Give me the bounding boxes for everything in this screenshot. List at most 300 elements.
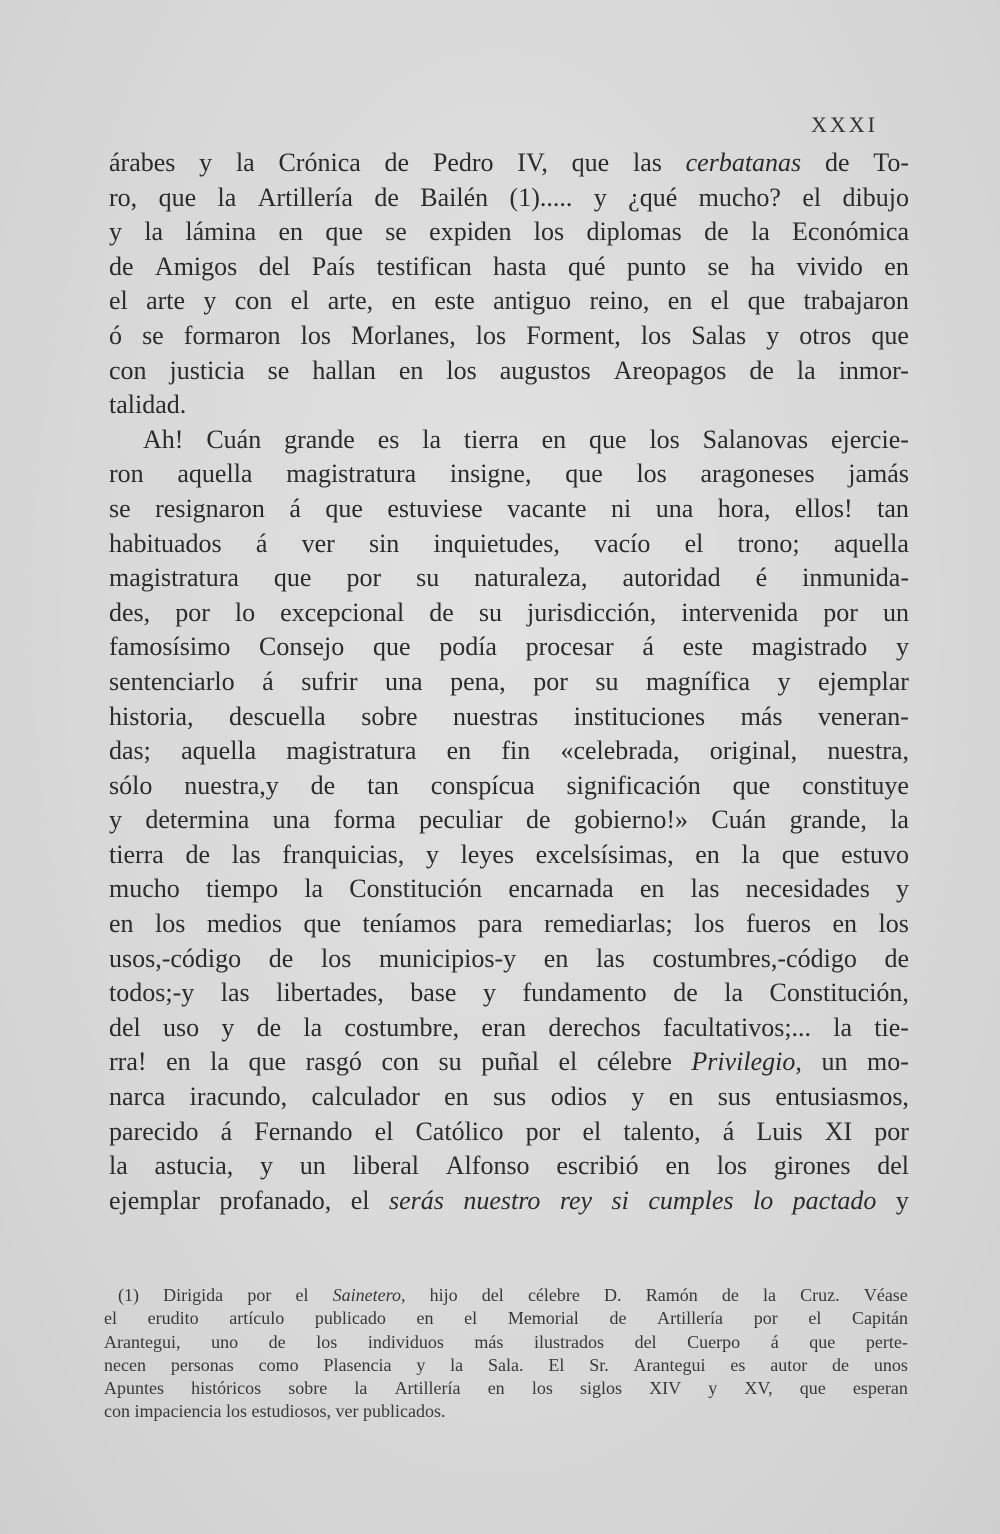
body-word: en	[391, 286, 417, 316]
body-word: á	[722, 1116, 735, 1146]
body-word: aquella	[833, 528, 909, 558]
body-word: justicia	[169, 355, 245, 385]
footnote-line	[104, 1354, 908, 1377]
body-line	[109, 769, 909, 804]
body-word: á	[289, 493, 301, 523]
body-word: hasta	[493, 251, 547, 281]
body-word: forma	[333, 805, 396, 835]
body-word: sin	[368, 528, 400, 558]
body-word: insigne,	[449, 459, 532, 489]
footnote-word: la	[450, 1354, 464, 1375]
body-line	[109, 665, 909, 700]
body-word: descuella	[228, 701, 326, 731]
footnote-word: individuos	[367, 1331, 444, 1352]
body-word: rra!	[109, 1047, 147, 1077]
footnote-word: de	[721, 1285, 739, 1305]
body-line	[109, 215, 909, 250]
body-word: á	[220, 1116, 233, 1146]
footnote-word: Artillería	[657, 1308, 724, 1329]
body-word: narca	[109, 1082, 166, 1112]
body-word: inmor-	[838, 355, 909, 385]
body-word: la	[724, 978, 744, 1008]
body-word: y	[895, 1185, 909, 1215]
body-word: augustos	[499, 355, 591, 385]
body-word: serás	[388, 1185, 444, 1215]
body-word: con	[234, 286, 273, 316]
body-word: de	[749, 355, 774, 385]
body-word: Constitución,	[769, 978, 909, 1008]
body-word: constituye	[802, 770, 909, 800]
body-word: una	[385, 666, 423, 696]
body-word: se	[707, 251, 730, 281]
body-word: historia,	[109, 701, 194, 731]
body-word: en	[639, 874, 665, 904]
body-word: talento,	[623, 1116, 701, 1146]
footnote-word: Sala.	[488, 1354, 524, 1375]
body-line	[109, 734, 909, 769]
body-word: sus	[493, 1082, 527, 1112]
body-word: que	[565, 459, 603, 489]
footnote-word: autor	[770, 1354, 808, 1375]
body-word: ejercie-	[830, 424, 909, 454]
footnote-word: impaciencia	[134, 1401, 226, 1422]
body-word: que	[158, 182, 197, 212]
footnote-word: perte-	[865, 1331, 908, 1352]
body-word: magnífica	[646, 666, 750, 696]
body-word: inquietudes,	[433, 528, 560, 558]
body-word: se	[109, 493, 131, 523]
footnote-word: como	[258, 1354, 299, 1375]
body-word: dibujo	[842, 182, 909, 212]
body-word: eran	[481, 1012, 527, 1042]
body-word: todos;-y	[109, 978, 195, 1008]
body-word: Areopagos	[613, 355, 727, 385]
body-word: jamás	[848, 459, 909, 489]
body-line	[109, 942, 909, 977]
body-word: árabes	[109, 148, 176, 177]
body-word: y	[203, 286, 217, 316]
body-line	[109, 284, 909, 319]
body-word: franquicias,	[282, 839, 405, 869]
body-line	[109, 838, 909, 873]
footnote-word: publicado	[314, 1308, 386, 1329]
footnote-word: los	[531, 1378, 553, 1399]
body-line	[109, 700, 909, 735]
body-word: á	[642, 632, 654, 662]
body-word: veneran-	[818, 701, 909, 731]
body-word: Económica	[792, 217, 909, 247]
body-word: que	[372, 632, 411, 662]
body-word: de	[310, 770, 336, 800]
body-word: ha	[750, 251, 776, 281]
body-line	[109, 146, 909, 181]
body-word: antiguo	[493, 286, 572, 316]
body-word: los	[649, 424, 680, 454]
body-word: una	[655, 493, 694, 523]
body-word: Cuán	[711, 805, 767, 835]
body-line	[109, 1184, 909, 1219]
footnote-word: el	[464, 1308, 478, 1329]
body-word: en	[541, 424, 567, 454]
body-word: Cuán	[206, 424, 262, 454]
body-word: el	[802, 182, 822, 212]
body-word: lámina	[185, 217, 257, 247]
body-word: en	[444, 1082, 469, 1112]
body-word: en	[667, 286, 693, 316]
body-word: un	[821, 1047, 848, 1077]
body-word: astucia,	[154, 1151, 234, 1181]
body-word: Ah!	[143, 424, 184, 454]
body-word: los	[533, 217, 565, 247]
body-word: por	[533, 666, 568, 696]
body-word: y	[221, 1012, 235, 1042]
body-word: pena,	[450, 666, 506, 696]
body-word: y	[777, 666, 791, 696]
body-word: facultativos;...	[663, 1012, 812, 1042]
body-word: y	[766, 320, 780, 350]
body-word: este	[682, 632, 724, 662]
body-word: de	[526, 805, 551, 835]
body-line	[109, 907, 909, 942]
body-word: Crónica	[278, 148, 361, 177]
footnote-word: Sr.	[589, 1354, 609, 1375]
footnote-word: ver	[335, 1401, 363, 1422]
body-word: el	[350, 1185, 370, 1215]
body-word: Salanovas	[702, 424, 809, 454]
body-word: de	[673, 978, 698, 1008]
footnote-word: (1)	[118, 1285, 139, 1305]
body-word: usos,-código	[109, 943, 242, 973]
body-word: vivido	[796, 251, 863, 281]
body-word: grande,	[789, 805, 867, 835]
body-line	[109, 527, 909, 562]
body-word: más	[740, 701, 783, 731]
body-word: aragoneses	[700, 459, 815, 489]
body-word: des,	[109, 597, 151, 627]
footnote-word: Plasencia	[323, 1354, 392, 1375]
body-word: la	[109, 1151, 128, 1181]
body-line	[109, 388, 909, 423]
body-word: de	[109, 251, 134, 281]
body-word: costumbre,	[344, 1012, 460, 1042]
body-word: los	[636, 459, 667, 489]
body-word: (1).....	[509, 182, 573, 212]
body-word: para	[477, 909, 523, 939]
footnote-word: y	[708, 1378, 718, 1399]
body-word: tie-	[874, 1012, 909, 1042]
body-word: ro,	[109, 182, 138, 212]
footnote-word: unos	[873, 1354, 908, 1375]
body-word: talidad.	[109, 390, 187, 420]
body-word: significación	[566, 770, 701, 800]
body-word: de	[256, 1012, 282, 1042]
footnote-word: á	[770, 1331, 779, 1352]
body-word: ver	[301, 528, 335, 558]
body-word: en	[446, 736, 472, 766]
footnotes	[104, 1284, 908, 1424]
body-line	[109, 561, 909, 596]
body-word: y	[895, 632, 909, 662]
body-word: del	[109, 1012, 141, 1042]
body-word: necesidades	[745, 874, 870, 904]
body-word: que	[571, 148, 610, 177]
footnote-word: XIV	[649, 1378, 682, 1399]
body-line	[109, 803, 909, 838]
body-word: ejemplar	[109, 1185, 200, 1215]
body-word: leyes	[460, 839, 514, 869]
footnote-word: el	[104, 1308, 117, 1329]
body-word: tiempo	[205, 874, 279, 904]
body-word: estuvo	[841, 839, 909, 869]
body-word: Salas	[691, 320, 747, 350]
body-word: nuestra,y	[184, 770, 279, 800]
footnote-word: ilustrados	[533, 1331, 604, 1352]
body-word: la	[217, 182, 237, 212]
body-word: excepcional	[280, 597, 405, 627]
footnote-word: necen	[104, 1354, 146, 1375]
body-word: la	[210, 1047, 229, 1077]
body-word: de	[704, 217, 729, 247]
body-word: sus	[717, 1082, 751, 1112]
body-word: el	[582, 1116, 602, 1146]
body-word: nuestras	[453, 701, 539, 731]
body-word: Consejo	[259, 632, 345, 662]
body-word: trono;	[737, 528, 800, 558]
body-word: escribió	[556, 1151, 639, 1181]
body-word: cerbatanas	[685, 148, 802, 177]
body-word: los	[155, 909, 186, 939]
body-word: las	[632, 148, 662, 177]
body-word: mo-	[867, 1047, 909, 1077]
body-line	[109, 250, 909, 285]
body-word: que	[303, 909, 342, 939]
footnote-line	[104, 1377, 908, 1400]
body-word: habituados	[109, 528, 222, 558]
footnote-word: el	[295, 1285, 309, 1305]
body-word: por	[525, 1116, 561, 1146]
body-word: por	[346, 563, 382, 593]
body-word: parecido	[109, 1116, 199, 1146]
body-word: IV,	[517, 148, 548, 177]
body-word: magistratura	[286, 736, 417, 766]
body-word: el	[374, 1116, 394, 1146]
body-word: la	[796, 355, 816, 385]
body-word: Privilegio,	[691, 1047, 802, 1077]
body-word: de	[824, 148, 850, 177]
footnote-line	[104, 1284, 908, 1307]
body-word: un	[299, 1151, 326, 1181]
footnote-word: Cruz.	[800, 1285, 840, 1305]
footnote-word: estudiosos,	[251, 1401, 336, 1422]
body-word: Forment,	[526, 320, 621, 350]
body-word: su	[478, 597, 502, 627]
body-word: de	[185, 839, 211, 869]
body-word: expiden	[429, 217, 512, 247]
body-word: remediarlas;	[544, 909, 673, 939]
body-word: jurisdicción,	[527, 597, 657, 627]
body-word: se	[142, 320, 164, 350]
body-word: y	[260, 1151, 274, 1181]
footnote-word: de	[609, 1308, 627, 1329]
footnote-word: los	[316, 1331, 338, 1352]
body-word: entusiasmos,	[775, 1082, 909, 1112]
body-word: Bailén	[420, 182, 489, 212]
body-line	[109, 457, 909, 492]
body-word: y	[199, 148, 213, 177]
body-word: conspícua	[430, 770, 535, 800]
body-word: los	[716, 1151, 748, 1181]
body-word: ron	[109, 459, 144, 489]
body-word: punto	[626, 251, 687, 281]
body-word: puñal	[481, 1047, 539, 1077]
footnote-word: Arantegui	[633, 1354, 706, 1375]
body-word: en	[543, 943, 569, 973]
body-word: que	[273, 563, 312, 593]
body-word: de	[384, 148, 410, 177]
footnote-word: con	[104, 1401, 135, 1422]
body-word: medios	[206, 909, 282, 939]
body-word: famosísimo	[109, 632, 231, 662]
body-word: Amigos	[154, 251, 238, 281]
body-word: trabajaron	[803, 286, 909, 316]
body-word: «celebrada,	[560, 736, 680, 766]
body-word: que	[325, 217, 363, 247]
body-word: rasgó	[305, 1047, 362, 1077]
body-word: la	[422, 424, 442, 454]
body-word: encarnada	[508, 874, 614, 904]
body-word: Católico	[415, 1116, 504, 1146]
body-word: diplomas	[586, 217, 682, 247]
footnote-word: y	[416, 1354, 426, 1375]
body-word: en	[278, 217, 304, 247]
body-word: sufrir	[301, 666, 358, 696]
body-word: cumples	[648, 1185, 734, 1215]
footnote-word: artículo	[229, 1308, 285, 1329]
body-word: Alfonso	[445, 1151, 530, 1181]
body-word: ellos!	[794, 493, 853, 523]
footnote-word: hijo	[429, 1285, 458, 1305]
body-word: otros	[799, 320, 852, 350]
body-word: Artillería	[257, 182, 353, 212]
footnote-word: que	[809, 1331, 836, 1352]
body-word: célebre	[596, 1047, 672, 1077]
body-word: Morlanes,	[351, 320, 456, 350]
body-word: de	[268, 943, 294, 973]
body-word: los	[446, 355, 477, 385]
body-word: ó	[109, 320, 122, 350]
body-word: intervenida	[681, 597, 799, 627]
body-word: iracundo,	[189, 1082, 288, 1112]
footnote-word: que	[799, 1378, 826, 1399]
body-line	[109, 630, 909, 665]
footnote-line	[104, 1307, 908, 1330]
body-word: ejemplar	[818, 666, 909, 696]
body-word: en	[398, 355, 424, 385]
body-word: hallan	[312, 355, 376, 385]
body-line	[109, 1080, 909, 1115]
body-word: gobierno!»	[573, 805, 689, 835]
body-word: que	[589, 424, 627, 454]
footnote-word: de	[268, 1331, 286, 1352]
body-text	[109, 146, 909, 1218]
body-line	[109, 1045, 909, 1080]
body-word: de	[884, 943, 909, 973]
body-word: grande	[284, 424, 355, 454]
body-word: el	[684, 528, 704, 558]
body-word: los	[878, 909, 909, 939]
body-word: calculador	[311, 1082, 420, 1112]
body-word: por	[874, 1116, 909, 1146]
body-word: en	[832, 909, 858, 939]
body-word: aquella	[177, 459, 253, 489]
footnote-word: esperan	[852, 1378, 908, 1399]
body-word: vacante	[507, 493, 587, 523]
body-word: lo	[752, 1185, 774, 1215]
footnote-word: el	[808, 1308, 822, 1329]
body-word: á	[262, 666, 274, 696]
footnote-word: Artillería	[394, 1378, 461, 1399]
body-word: la	[144, 217, 164, 247]
body-word: los	[320, 943, 352, 973]
body-word: fueros	[746, 909, 811, 939]
body-line	[109, 354, 909, 389]
body-word: su	[595, 666, 619, 696]
body-word: uso	[163, 1012, 200, 1042]
body-word: se	[267, 355, 290, 385]
body-word: sobre	[361, 701, 418, 731]
body-word: formaron	[183, 320, 281, 350]
body-word: del	[258, 251, 291, 281]
body-word: girones	[773, 1151, 851, 1181]
footnote-word: en	[416, 1308, 434, 1329]
body-word: y	[482, 978, 496, 1008]
body-word: es	[377, 424, 400, 454]
body-word: inmunida-	[802, 563, 909, 593]
footnote-word: Véase	[863, 1285, 908, 1305]
body-word: tierra	[463, 424, 519, 454]
body-word: magistrado	[751, 632, 868, 662]
body-word: por	[823, 597, 858, 627]
body-word: de	[374, 182, 399, 212]
body-word: que	[248, 1047, 287, 1077]
footnote-word: publicados.	[362, 1401, 446, 1422]
body-word: sentenciarlo	[109, 666, 235, 696]
footnote-word: Apuntes	[104, 1378, 164, 1399]
body-word: sólo	[109, 770, 153, 800]
body-word: odios	[550, 1082, 608, 1112]
body-word: se	[385, 217, 407, 247]
body-word: libertades,	[276, 978, 384, 1008]
body-word: la	[890, 805, 909, 835]
body-word: si	[611, 1185, 629, 1215]
body-word: fin	[501, 736, 531, 766]
body-word: que	[871, 320, 909, 350]
body-word: en	[109, 909, 134, 939]
body-word: País	[311, 251, 356, 281]
body-word: un	[882, 597, 909, 627]
body-word: original,	[709, 736, 798, 766]
footnote-word: de	[832, 1354, 850, 1375]
body-word: Pedro	[432, 148, 494, 177]
footnote-word: del	[481, 1285, 504, 1305]
footnote-word: Cuerpo	[687, 1331, 741, 1352]
body-word: con	[381, 1047, 419, 1077]
footnote-word: siglos	[579, 1378, 622, 1399]
body-word: tan	[877, 493, 909, 523]
body-word: hora,	[717, 493, 771, 523]
footnote-word: Dirigida	[163, 1285, 224, 1305]
body-word: To-	[873, 148, 909, 177]
